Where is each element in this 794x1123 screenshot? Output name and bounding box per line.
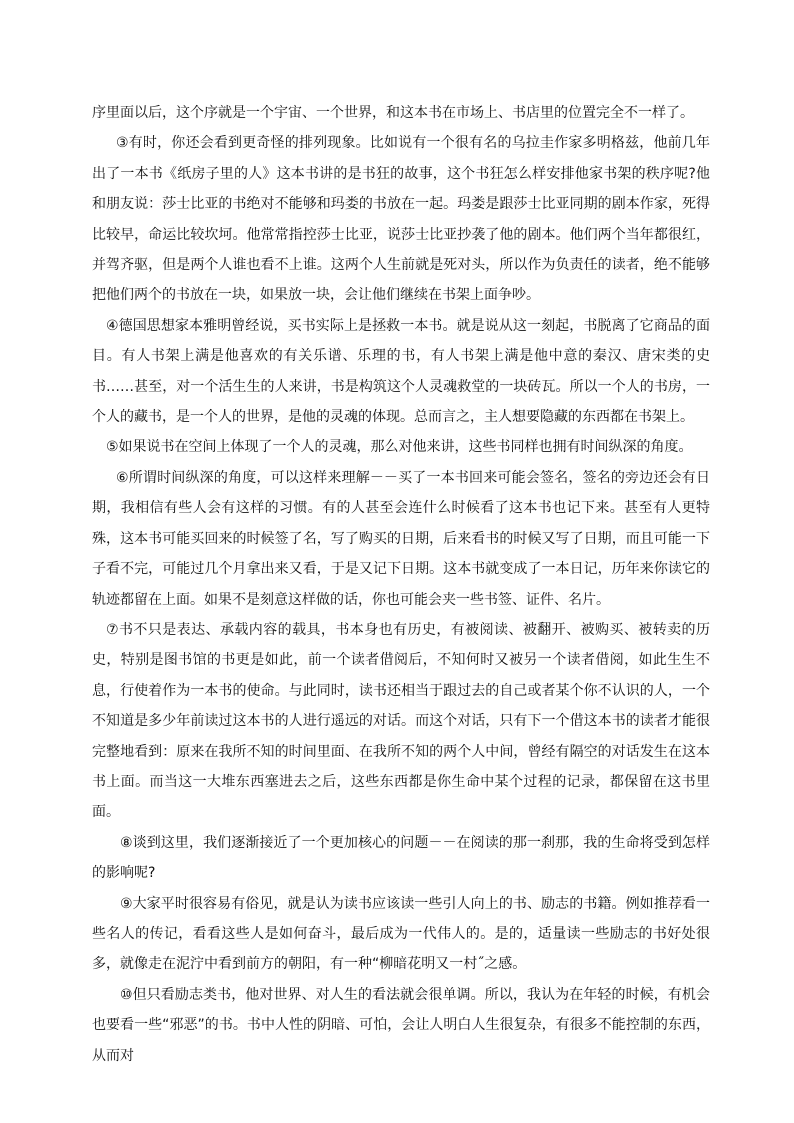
paragraph-5: ⑤如果说书在空间上体现了一个人的灵魂，那么对他来讲，这些书同样也拥有时间纵深的角度。 [106, 439, 693, 456]
paragraph-9: ⑨大家平时很容易有俗见，就是认为读书应该读一些引人向上的书、励志的书籍。例如推荐看一些名人的传记，看看这些人是如何奋斗，最后成为一代伟人的。是的，适量读一些励志的书好处很多，就像走在泥泞中看到前方的朝阳，有一种“柳暗花明又一村˝之感。 [92, 895, 710, 973]
paragraph-4: ④德国思想家本雅明曾经说，买书实际上是拯救一本书。就是说从这一刻起，书脱离了它商品的面目。有人书架上满是他喜欢的有关乐谱、乐理的书，有人书架上满是他中意的秦汉、唐宋类的史书……甚至，对一个活生生的人来讲，书是构筑这个人灵魂救堂的一块砖瓦。所以一个人的书房，一个人的藏书，是一个人的世界，是他的灵魂的体现。总而言之，主人想要隐藏的东西都在书架上。 [92, 317, 710, 426]
document-page [92, 98, 710, 1071]
paragraph-8: ⑧谈到这里，我们逐渐接近了一个更加核心的问题－－在阅读的那一刹那，我的生命将受到怎样的影响呢? [92, 834, 710, 882]
paragraph-3: ③有时，你还会看到更奇怪的排列现象。比如说有一个很有名的乌拉圭作家多明格兹，他前几年出了一本书《纸房子里的人》这本书讲的是书狂的故事，这个书狂怎么样安排他家书架的秩序呢?他和朋友说：莎士比亚的书绝对不能够和玛娄的书放在一起。玛娄是跟莎士比亚同期的剧本作家，死得比较早，命运比较坎坷。他常常指控莎士比亚，说莎士比亚抄袭了他的剧本。他们两个当年都很红，并驾齐驱，但是两个人谁也看不上谁。这两个人生前就是死对头，所以作为负责任的读者，绝不能够把他们两个的书放在一块，如果放一块，会让他们继续在书架上面争吵。 [92, 135, 710, 304]
paragraph-10: ⑩但只看励志类书，他对世界、对人生的看法就会很单调。所以，我认为在年轻的时候，有机会也要看一些“邪恶”的书。书中人性的阴暗、可怕，会让人明白人生很复杂，有很多不能控制的东西，从而对 [92, 986, 710, 1064]
paragraph-continuation: 序里面以后，这个序就是一个宇宙、一个世界，和这本书在市场上、书店里的位置完全不一样了。 [92, 105, 694, 121]
paragraph-7: ⑦书不只是表达、承载内容的载具，书本身也有历史，有被阅读、被翻开、被购买、被转卖的历史，特别是图书馆的书更是如此，前一个读者借阅后，不知何时又被另一个读者借阅，如此生生不息，行使着作为一本书的使命。与此同时，读书还相当于跟过去的自己或者某个你不认识的人，一个不知道是多少年前读过这本书的人进行遥远的对话。而这个对话，只有下一个借这本书的读者才能很完整地看到：原来在我所不知的时间里面、在我所不知的两个人中间，曾经有隔空的对话发生在这本书上面。而当这一大堆东西塞进去之后，这些东西都是你生命中某个过程的记录，都保留在这书里面。 [92, 621, 710, 821]
paragraph-6: ⑥所谓时间纵深的角度，可以这样来理解－－买了一本书回来可能会签名，签名的旁边还会有日期，我相信有些人会有这样的习惯。有的人甚至会连什么时候看了这本书也记下来。甚至有人更特殊，这本书可能买回来的时候签了名，写了购买的日期，后来看书的时候又写了日期，而且可能一下子看不完，可能过几个月拿出来又看，于是又记下日期。这本书就变成了一本日记，历年来你读它的轨迹都留在上面。如果不是刻意这样做的话，你也可能会夹一些书签、证件、名片。 [92, 469, 710, 608]
